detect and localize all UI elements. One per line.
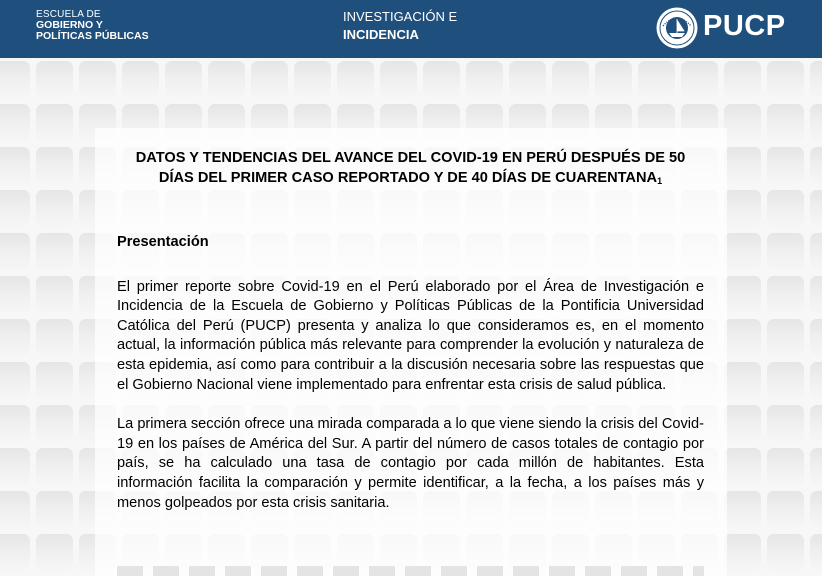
cut-off-text-line <box>117 566 704 576</box>
document-title-text: DATOS Y TENDENCIAS DEL AVANCE DEL COVID-19 EN PERÚ DESPUÉS DE 50 DÍAS DEL PRIMER CASO REPORTADO Y DE 40 DÍAS DE CUARENTANA <box>135 150 686 186</box>
brand-name: PUCP <box>703 10 786 42</box>
section-line-2: INCIDENCIA <box>343 27 419 42</box>
school-line-3: POLÍTICAS PÚBLICAS <box>36 30 149 42</box>
document-header <box>0 0 822 58</box>
school-line-1: ESCUELA DE <box>36 9 101 20</box>
paragraph-2: La primera sección ofrece una mirada comparada a lo que viene siendo la crisis del Covid-19 en los países de América del Sur. A partir del número de casos totales de contagio por país, se ha calculado una tasa de contagio por cada millón de habitantes. Esta información facilita la comparación y permite identificar, a la fecha, a los países más y menos golpeados por esta crisis sanitaria. <box>117 416 704 511</box>
footnote-marker: 1 <box>657 176 663 186</box>
section-heading: Presentación <box>117 234 209 250</box>
school-logo-text <box>36 9 149 42</box>
school-line-2: GOBIERNO Y <box>36 19 103 31</box>
paragraph-1: El primer reporte sobre Covid-19 en el Perú elaborado por el Área de Investigación e Incidencia de la Escuela de Gobierno y Políticas Públicas de la Pontificia Universidad Católica del Perú (PUCP) presenta y analiza lo que consideramos es, en el momento actual, la información pública más relevante para comprender la evolución y naturaleza de esta epidemia, así como para contribuir a la discusión necesaria sobre las respuestas que el Gobierno Nacional viene implementado para enfrentar esta crisis de salud pública. <box>117 278 704 393</box>
document-body <box>117 148 704 513</box>
document-title <box>117 148 704 189</box>
pucp-seal-icon <box>655 6 699 50</box>
section-label <box>343 8 457 44</box>
section-line-1: INVESTIGACIÓN E <box>343 9 458 24</box>
